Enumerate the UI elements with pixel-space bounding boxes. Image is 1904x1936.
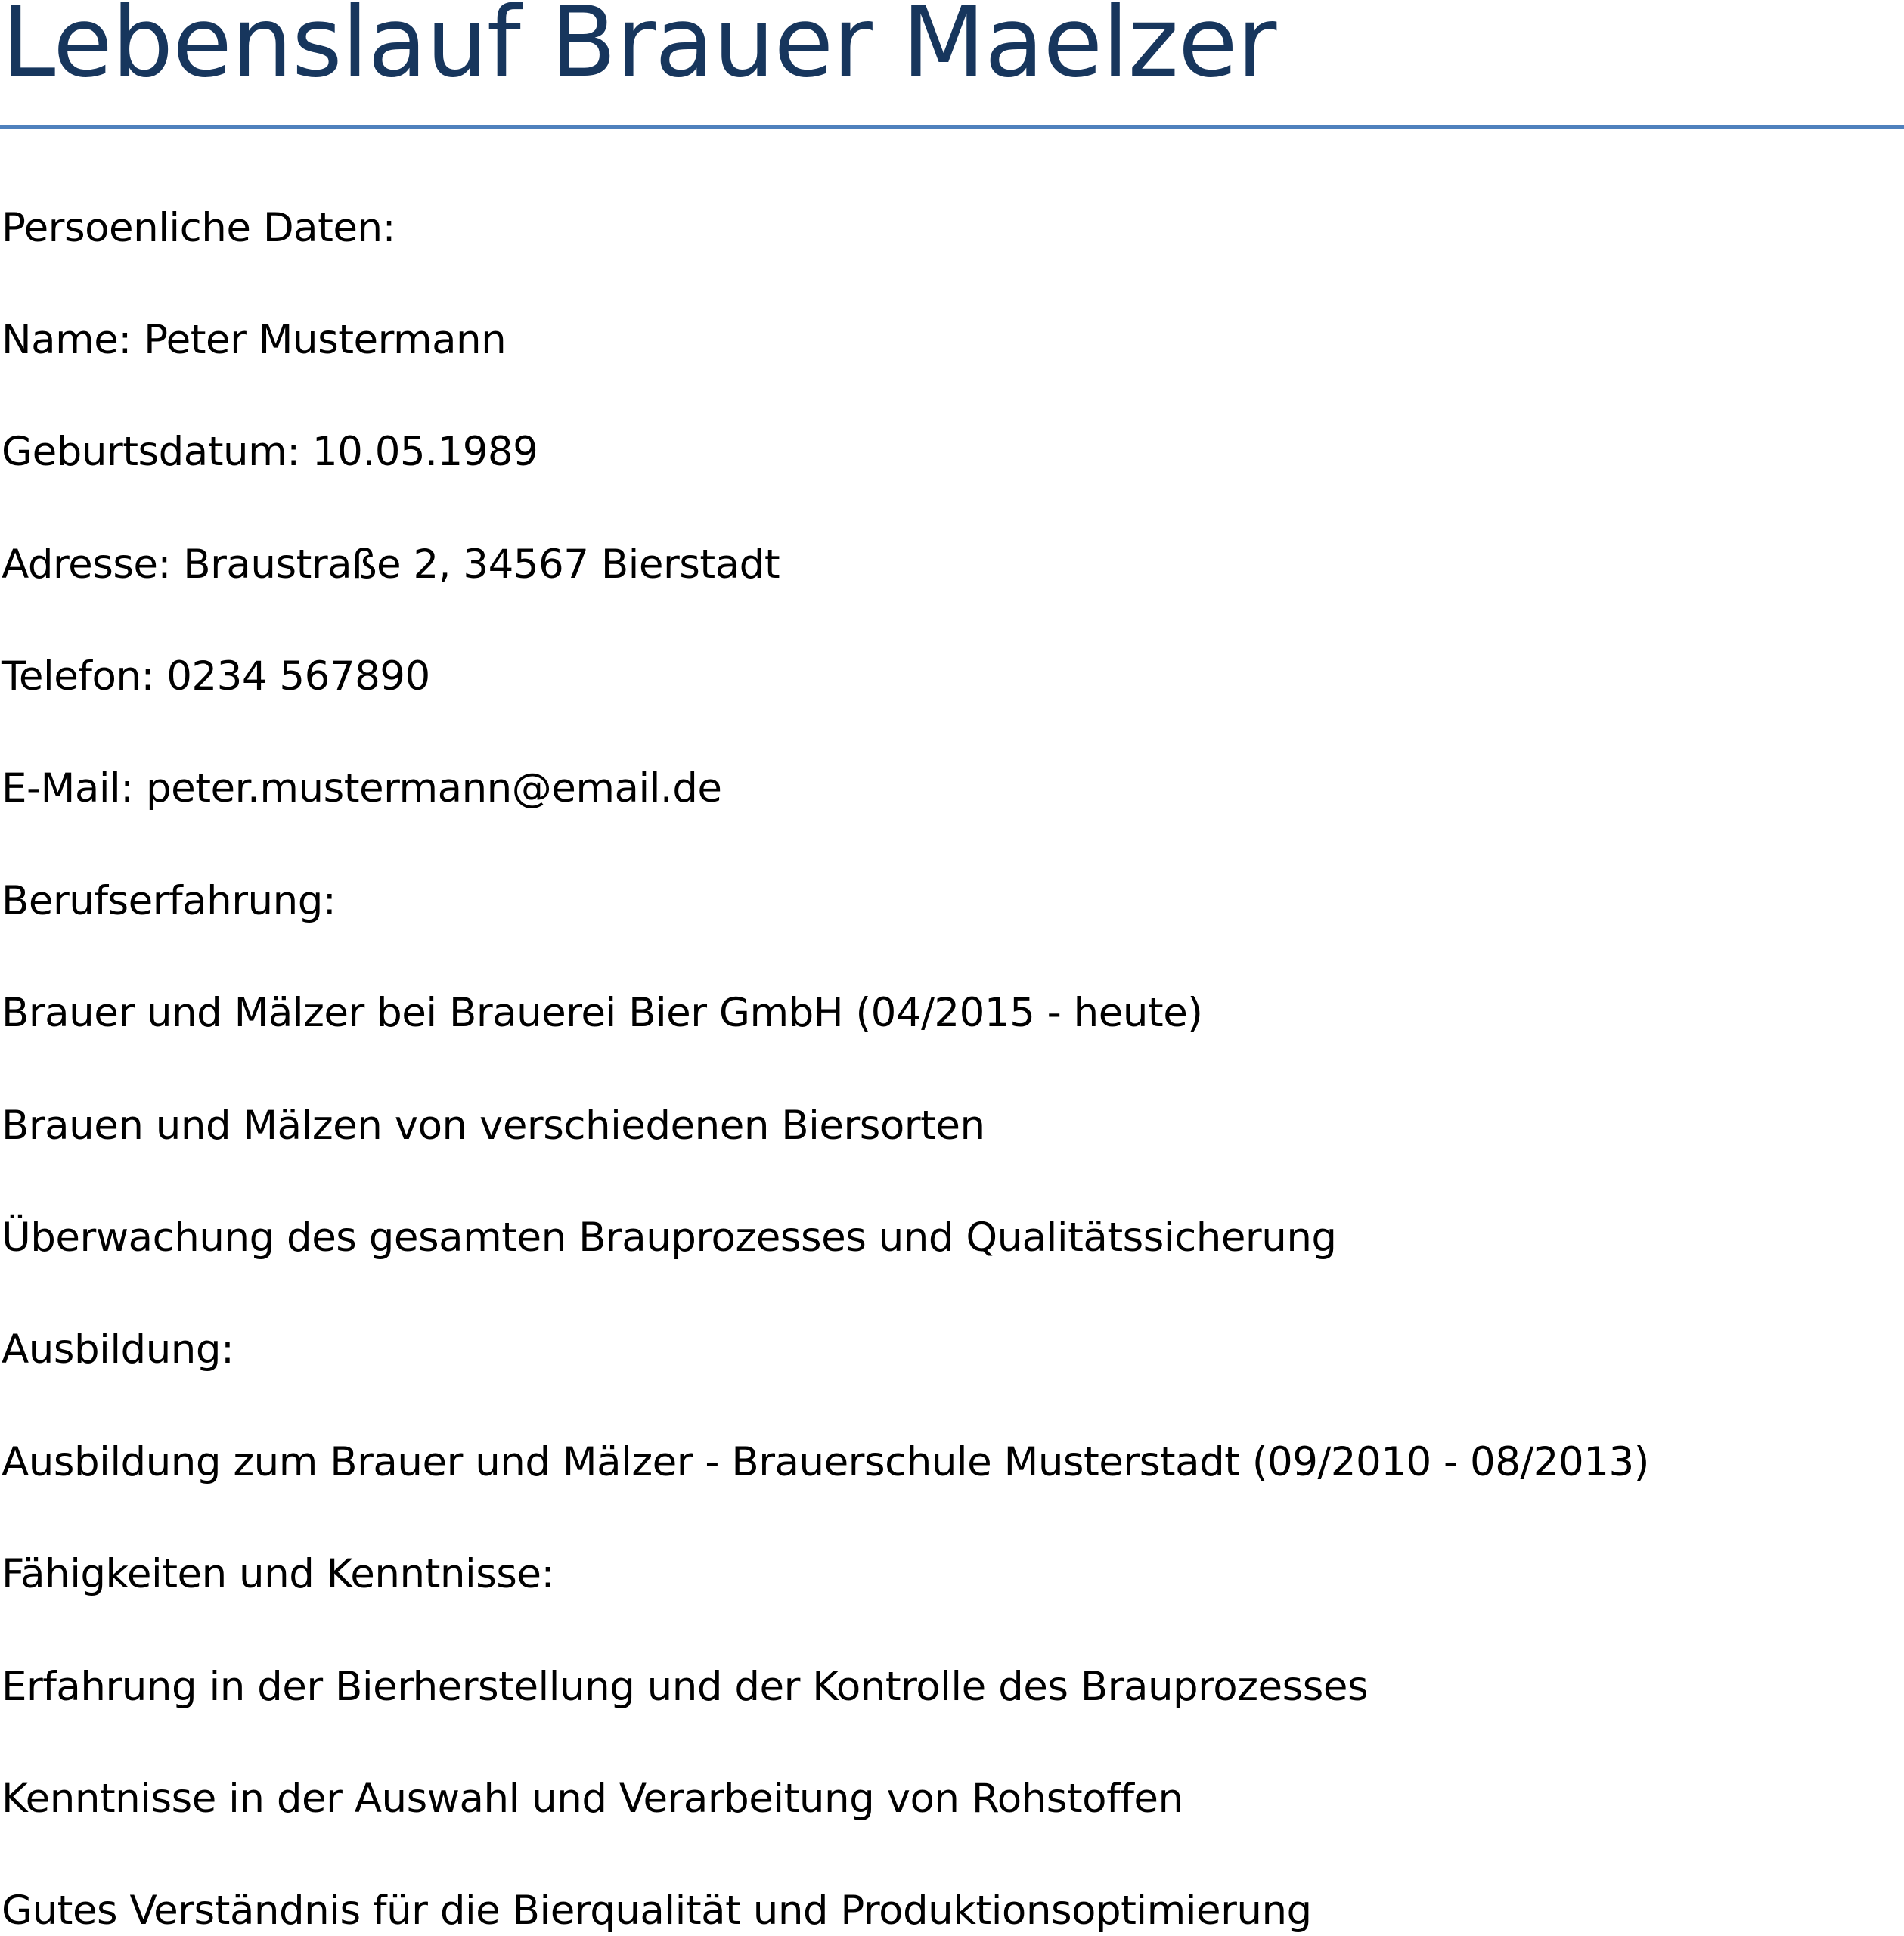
skill-brewing-control: Erfahrung in der Bierherstellung und der Kontrolle des Brauprozesses — [2, 1664, 1369, 1710]
skill-quality-optimization: Gutes Verständnis für die Bierqualität und Produktionsoptimierung — [2, 1888, 1312, 1934]
section-heading-education: Ausbildung: — [2, 1326, 234, 1373]
experience-position: Brauer und Mälzer bei Brauerei Bier GmbH (04/2015 - heute) — [2, 990, 1203, 1036]
personal-name: Name: Peter Mustermann — [2, 317, 507, 363]
section-heading-experience: Berufserfahrung: — [2, 878, 336, 924]
section-heading-skills: Fähigkeiten und Kenntnisse: — [2, 1551, 554, 1597]
section-heading-personal: Persoenliche Daten: — [2, 205, 395, 251]
experience-task-brewing: Brauen und Mälzen von verschiedenen Biersorten — [2, 1103, 985, 1149]
title-underline — [0, 125, 1904, 129]
experience-task-quality: Überwachung des gesamten Brauprozesses und Qualitätssicherung — [2, 1215, 1337, 1261]
skill-raw-materials: Kenntnisse in der Auswahl und Verarbeitung von Rohstoffen — [2, 1776, 1183, 1822]
personal-birthdate: Geburtsdatum: 10.05.1989 — [2, 429, 538, 475]
personal-address: Adresse: Braustraße 2, 34567 Bierstadt — [2, 541, 780, 588]
education-entry: Ausbildung zum Brauer und Mälzer - Brauerschule Musterstadt (09/2010 - 08/2013) — [2, 1439, 1649, 1485]
document-title: Lebenslauf Brauer Maelzer — [2, 0, 1276, 99]
personal-email: E-Mail: peter.mustermann@email.de — [2, 765, 722, 811]
personal-phone: Telefon: 0234 567890 — [2, 653, 430, 700]
